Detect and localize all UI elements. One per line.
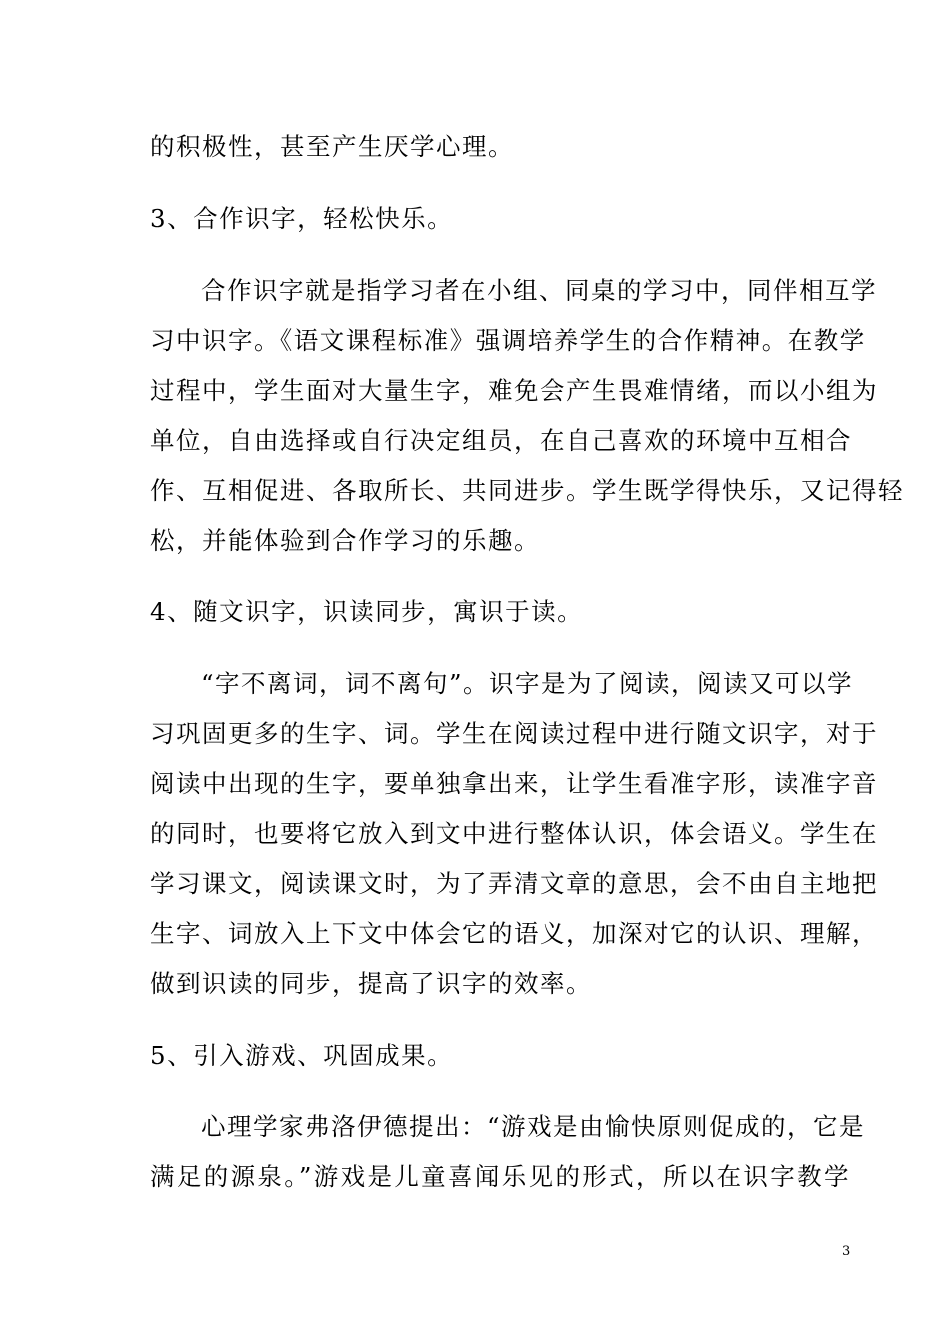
text-line: 阅读中出现的生字，要单独拿出来，让学生看准字形，读准字音 [150, 769, 878, 798]
text-line: 的积极性，甚至产生厌学心理。 [150, 132, 514, 161]
section-heading-4: 4、随文识字，识读同步，寓识于读。 [150, 597, 584, 626]
text-line: 心理学家弗洛伊德提出：“游戏是由愉快原则促成的，它是 [201, 1112, 866, 1141]
text-line: 做到识读的同步，提高了识字的效率。 [150, 969, 592, 998]
text-line: 习巩固更多的生字、词。学生在阅读过程中进行随文识字，对于 [150, 719, 878, 748]
text-line: 过程中，学生面对大量生字，难免会产生畏难情绪，而以小组为 [150, 376, 878, 405]
text-line: 习中识字。《语文课程标准》强调培养学生的合作精神。在教学 [150, 326, 866, 355]
page-number: 3 [842, 1244, 851, 1259]
section-heading-5: 5、引入游戏、巩固成果。 [150, 1041, 454, 1070]
text-line: 学习课文，阅读课文时，为了弄清文章的意思，会不由自主地把 [150, 869, 878, 898]
text-line: 生字、词放入上下文中体会它的语义，加深对它的认识、理解， [150, 919, 878, 948]
text-line: 作、互相促进、各取所长、共同进步。学生既学得快乐，又记得轻 [150, 476, 904, 505]
text-line: 的同时，也要将它放入到文中进行整体认识，体会语义。学生在 [150, 819, 878, 848]
text-line: 合作识字就是指学习者在小组、同桌的学习中，同伴相互学 [201, 276, 877, 305]
text-line: “字不离词，词不离句”。识字是为了阅读，阅读又可以学 [201, 669, 854, 698]
text-line: 单位，自由选择或自行决定组员，在自己喜欢的环境中互相合 [150, 426, 852, 455]
text-line: 松，并能体验到合作学习的乐趣。 [150, 526, 540, 555]
section-heading-3: 3、合作识字，轻松快乐。 [150, 204, 454, 233]
text-line: 满足的源泉。”游戏是儿童喜闻乐见的形式，所以在识字教学 [150, 1162, 850, 1191]
